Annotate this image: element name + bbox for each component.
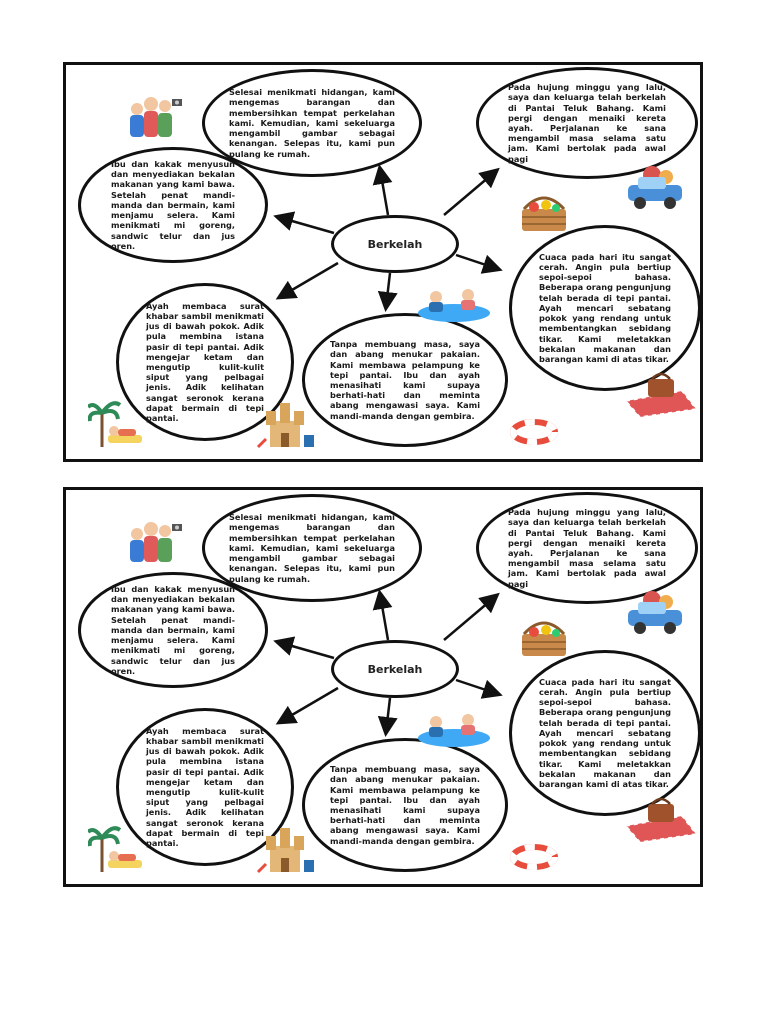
picnic-mat-icon bbox=[622, 796, 698, 844]
arrow-to-right bbox=[456, 255, 498, 269]
picnic-mat-icon bbox=[622, 371, 698, 419]
bubble-top-right-text: Pada hujung minggu yang lalu, saya dan keluarga telah berkelah di Pantai Teluk Bahang. Kami pergi dengan menaiki kereta ayah. Perjalanan ke sana mengambil masa selama satu jam. Kami bertolak pada awal pagi bbox=[508, 82, 666, 164]
center-topic-label: Berkelah bbox=[367, 237, 423, 251]
center-topic-label: Berkelah bbox=[367, 662, 423, 676]
arrow-to-bottom-left bbox=[280, 263, 338, 297]
arrow-to-top bbox=[380, 169, 388, 215]
sunbather-icon bbox=[88, 820, 148, 876]
mind-map-panel-1 bbox=[63, 62, 703, 462]
bubble-bottom bbox=[302, 738, 508, 872]
arrow-to-top-right bbox=[444, 596, 496, 640]
arrow-to-right bbox=[456, 680, 498, 694]
center-topic bbox=[331, 215, 459, 273]
bubble-bottom-text: Tanpa membuang masa, saya dan abang menukar pakaian. Kami membawa pelampung ke tepi pantai. Ibu dan ayah menasihati kami supaya berhati-hati dan meminta abang mengawasi saya. Kami mandi-manda dengan gembira. bbox=[330, 764, 480, 846]
sandcastle-icon bbox=[254, 824, 318, 876]
lifebuoy-icon bbox=[510, 844, 558, 870]
bubble-left bbox=[78, 147, 268, 263]
lifebuoy-icon bbox=[510, 419, 558, 445]
mind-map-panel-2 bbox=[63, 487, 703, 887]
family-photo-icon bbox=[124, 93, 186, 139]
swimmers-icon bbox=[416, 283, 492, 323]
car-icon bbox=[622, 588, 690, 636]
bubble-top-text: Selesai menikmati hidangan, kami mengemas barangan dan membersihkan tempat perkelahan kami. Kemudian, kami sekeluarga mengambil gambar sebagai kenangan. Selepas itu, kami pun pulang ke rumah. bbox=[229, 87, 395, 159]
swimmers-icon bbox=[416, 708, 492, 748]
sunbather-icon bbox=[88, 395, 148, 451]
car-icon bbox=[622, 163, 690, 211]
bubble-left-text: Ibu dan kakak menyusun dan menyediakan bekalan makanan yang kami bawa. Setelah penat mandi-manda dan bermain, kami menjamu selera. Kami menikmati mi goreng, sandwic telur dan jus oren. bbox=[111, 159, 235, 251]
bubble-bottom-left-text: Ayah membaca surat khabar sambil menikmati jus di bawah pokok. Adik pula membina istana pasir di tepi pantai. Adik mengejar ketam dan mengutip kulit-kulit siput yang pelbagai jenis. Adik kelihatan sangat seronok kerana dapat bermain di tepi pantai. bbox=[146, 725, 264, 849]
family-photo-icon bbox=[124, 518, 186, 564]
arrow-to-top-right bbox=[444, 171, 496, 215]
bubble-right bbox=[509, 225, 701, 391]
arrow-to-bottom-left bbox=[280, 688, 338, 722]
bubble-right bbox=[509, 650, 701, 816]
arrow-to-left bbox=[278, 642, 334, 658]
bubble-top-right-text: Pada hujung minggu yang lalu, saya dan keluarga telah berkelah di Pantai Teluk Bahang. Kami pergi dengan menaiki kereta ayah. Perjalanan ke sana mengambil masa selama satu jam. Kami bertolak pada awal pagi bbox=[508, 507, 666, 589]
arrow-to-top bbox=[380, 594, 388, 640]
bubble-bottom bbox=[302, 313, 508, 447]
center-topic bbox=[331, 640, 459, 698]
bubble-right-text: Cuaca pada hari itu sangat cerah. Angin pula bertiup sepoi-sepoi bahasa. Beberapa orang pengunjung telah berada di tepi pantai. Ayah mencari sebatang pokok yang rendang untuk membentangkan sebidang tikar. Kami meletakkan bekalan makanan dan barangan kami di atas tikar. bbox=[539, 676, 671, 789]
bubble-top-text: Selesai menikmati hidangan, kami mengemas barangan dan membersihkan tempat perkelahan kami. Kemudian, kami sekeluarga mengambil gambar sebagai kenangan. Selepas itu, kami pun pulang ke rumah. bbox=[229, 512, 395, 584]
bubble-right-text: Cuaca pada hari itu sangat cerah. Angin pula bertiup sepoi-sepoi bahasa. Beberapa orang pengunjung telah berada di tepi pantai. Ayah mencari sebatang pokok yang rendang untuk membentangkan sebidang tikar. Kami meletakkan bekalan makanan dan barangan kami di atas tikar. bbox=[539, 251, 671, 364]
sandcastle-icon bbox=[254, 399, 318, 451]
picnic-basket-icon bbox=[516, 191, 572, 237]
bubble-bottom-left-text: Ayah membaca surat khabar sambil menikmati jus di bawah pokok. Adik pula membina istana pasir di tepi pantai. Adik mengejar ketam dan mengutip kulit-kulit siput yang pelbagai jenis. Adik kelihatan sangat seronok kerana dapat bermain di tepi pantai. bbox=[146, 300, 264, 424]
arrow-to-left bbox=[278, 217, 334, 233]
arrow-to-bottom bbox=[386, 698, 390, 732]
bubble-bottom-text: Tanpa membuang masa, saya dan abang menukar pakaian. Kami membawa pelampung ke tepi pantai. Ibu dan ayah menasihati kami supaya berhati-hati dan meminta abang mengawasi saya. Kami mandi-manda dengan gembira. bbox=[330, 339, 480, 421]
arrow-to-bottom bbox=[386, 273, 390, 307]
picnic-basket-icon bbox=[516, 616, 572, 662]
bubble-left bbox=[78, 572, 268, 688]
bubble-left-text: Ibu dan kakak menyusun dan menyediakan bekalan makanan yang kami bawa. Setelah penat mandi-manda dan bermain, kami menjamu selera. Kami menikmati mi goreng, sandwic telur dan jus oren. bbox=[111, 584, 235, 676]
